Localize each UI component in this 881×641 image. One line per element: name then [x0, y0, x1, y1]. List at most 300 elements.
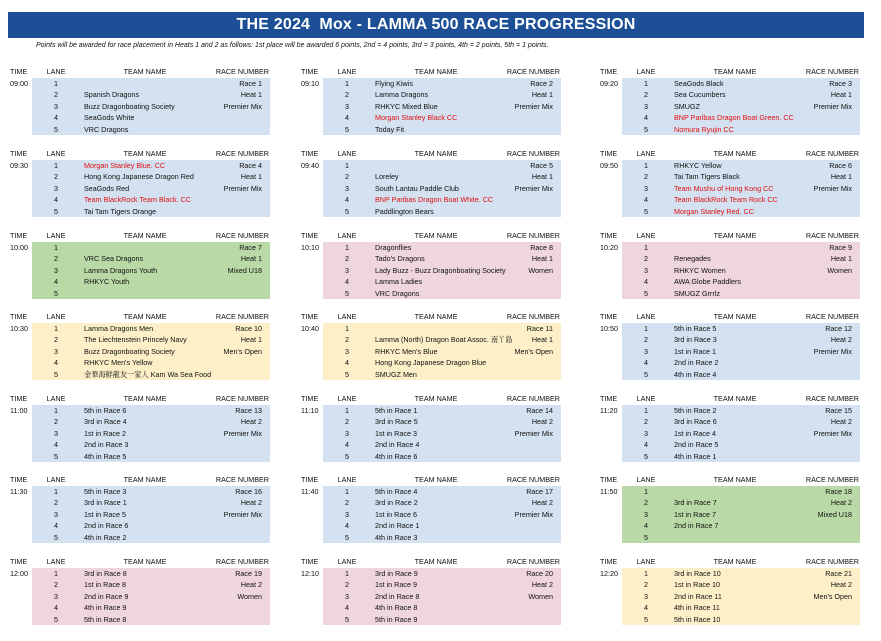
race-block [299, 148, 561, 217]
lane-number: 1 [54, 79, 58, 88]
lane-row [622, 520, 860, 532]
race-lanes [323, 405, 561, 462]
team-name: 1st in Race 3 [375, 428, 417, 438]
lane-row [32, 357, 270, 369]
race-info: Women [827, 265, 852, 275]
lane-row [32, 288, 270, 300]
race-info: Premier Mix [514, 509, 553, 519]
team-name: 5th in Race 10 [674, 614, 721, 624]
race-lanes [323, 160, 561, 217]
race-block [598, 474, 860, 543]
race-header [8, 148, 270, 160]
race-info: Men's Open [223, 346, 262, 356]
lane-number: 4 [345, 195, 349, 205]
race-time: 11:50 [600, 487, 618, 496]
lane-row [32, 591, 270, 603]
race-time: 12:00 [10, 569, 28, 578]
lane-row [323, 288, 561, 300]
lane-row [32, 451, 270, 463]
header-race-number: RACE NUMBER [506, 475, 560, 484]
race-header [598, 148, 860, 160]
header-lane: LANE [636, 231, 656, 240]
header-race-number: RACE NUMBER [215, 67, 269, 76]
header-team: TEAM NAME [414, 312, 458, 321]
lane-number: 2 [644, 417, 648, 427]
race-time: 09:40 [301, 161, 319, 170]
race-time: 11:00 [10, 406, 28, 415]
header-race-number: RACE NUMBER [805, 312, 859, 321]
lane-row [323, 124, 561, 136]
lane-row [32, 171, 270, 183]
team-name: 4th in Race 2 [84, 532, 127, 542]
race-time: 10:10 [301, 243, 319, 252]
lane-row [32, 520, 270, 532]
header-lane: LANE [46, 557, 66, 566]
lane-row [323, 171, 561, 183]
race-block [299, 393, 561, 462]
lane-row [622, 206, 860, 218]
team-name: Team BlackRock Team Black. CC [84, 195, 191, 205]
race-lanes [622, 486, 860, 543]
lane-row [622, 323, 860, 335]
lane-row [32, 78, 270, 90]
header-team: TEAM NAME [713, 231, 757, 240]
race-lanes [32, 486, 270, 543]
race-info: Heat 1 [240, 90, 262, 100]
lane-number: 4 [644, 195, 648, 205]
lane-number: 1 [54, 243, 58, 252]
lane-row [622, 276, 860, 288]
race-info: Heat 2 [830, 580, 852, 590]
team-name: Tado's Dragons [375, 254, 425, 264]
race-header [8, 393, 270, 405]
lane-row [32, 602, 270, 614]
race-header [598, 311, 860, 323]
lane-number: 5 [54, 614, 58, 624]
race-time: 11:10 [301, 406, 319, 415]
lane-row [32, 124, 270, 136]
race-header [598, 393, 860, 405]
lane-row [32, 486, 270, 498]
lane-number: 1 [644, 487, 648, 496]
race-info: Race 8 [530, 243, 553, 252]
team-name: Tai Tam Tigers Black [674, 172, 740, 182]
race-info: Heat 1 [830, 172, 852, 182]
race-info: Premier Mix [813, 101, 852, 111]
lane-number: 1 [54, 324, 58, 333]
race-block [8, 148, 270, 217]
lane-number: 2 [345, 254, 349, 264]
lane-number: 5 [644, 124, 648, 134]
team-name: SeaGods Black [674, 79, 724, 88]
header-race-number: RACE NUMBER [805, 149, 859, 158]
lane-number: 2 [54, 254, 58, 264]
race-header [299, 66, 561, 78]
lane-row [622, 591, 860, 603]
lane-number: 4 [54, 195, 58, 205]
header-time: TIME [10, 231, 28, 240]
header-team: TEAM NAME [123, 557, 167, 566]
header-race-number: RACE NUMBER [215, 231, 269, 240]
race-header [8, 230, 270, 242]
race-info: Premier Mix [223, 183, 262, 193]
lane-row [32, 416, 270, 428]
lane-number: 2 [345, 498, 349, 508]
header-team: TEAM NAME [414, 394, 458, 403]
lane-row [323, 101, 561, 113]
lane-number: 5 [644, 614, 648, 624]
race-info: Heat 1 [531, 172, 553, 182]
race-info: Race 7 [239, 243, 262, 252]
lane-number: 2 [345, 90, 349, 100]
team-name: 3rd in Race 7 [674, 498, 717, 508]
lane-row [323, 451, 561, 463]
lane-number: 4 [345, 113, 349, 123]
team-name: Lamma Dragons Men [84, 324, 154, 333]
race-block [299, 311, 561, 380]
lane-row [622, 124, 860, 136]
lane-row [32, 334, 270, 346]
lane-row [323, 89, 561, 101]
lane-number: 3 [345, 265, 349, 275]
team-name: VRC Dragons [375, 288, 420, 298]
team-name: Renegades [674, 254, 711, 264]
lane-row [622, 265, 860, 277]
race-time: 10:20 [600, 243, 618, 252]
header-race-number: RACE NUMBER [215, 149, 269, 158]
race-time: 09:30 [10, 161, 28, 170]
team-name: 3rd in Race 4 [84, 417, 127, 427]
race-info: Heat 1 [240, 254, 262, 264]
team-name: BNP Paribas Dragon Boat Green. CC [674, 113, 794, 123]
race-block [299, 230, 561, 299]
lane-row [622, 183, 860, 195]
team-name: 4th in Race 4 [674, 369, 717, 379]
lane-number: 3 [644, 183, 648, 193]
lane-row [622, 112, 860, 124]
lane-number: 4 [644, 358, 648, 368]
lane-row [32, 160, 270, 172]
header-race-number: RACE NUMBER [805, 475, 859, 484]
race-info: Race 15 [825, 406, 852, 415]
lane-number: 4 [644, 603, 648, 613]
lane-number: 5 [644, 451, 648, 461]
race-time: 09:20 [600, 79, 618, 88]
team-name: 金華海鮮龍友一家人 Kam Wa Sea Food [84, 369, 212, 379]
race-info: Heat 2 [240, 498, 262, 508]
header-lane: LANE [636, 394, 656, 403]
team-name: SeaGods Red [84, 183, 130, 193]
lane-row [323, 242, 561, 254]
race-info: Race 5 [530, 161, 553, 170]
team-name: Sea Cucumbers [674, 90, 726, 100]
lane-row [32, 101, 270, 113]
lane-number: 5 [345, 369, 349, 379]
lane-number: 3 [54, 509, 58, 519]
race-info: Heat 1 [531, 335, 553, 345]
header-team: TEAM NAME [123, 312, 167, 321]
lane-number: 2 [54, 172, 58, 182]
team-name: 4th in Race 3 [375, 532, 418, 542]
lane-row [323, 194, 561, 206]
team-name: 4th in Race 1 [674, 451, 717, 461]
race-info: Heat 2 [830, 417, 852, 427]
header-time: TIME [301, 312, 319, 321]
lane-row [323, 346, 561, 358]
lane-number: 1 [54, 569, 58, 578]
header-team: TEAM NAME [123, 67, 167, 76]
header-time: TIME [10, 67, 28, 76]
lane-row [323, 369, 561, 381]
lane-number: 5 [644, 206, 648, 216]
lane-row [622, 428, 860, 440]
team-name: 1st in Race 6 [375, 509, 417, 519]
team-name: 5th in Race 2 [674, 406, 717, 415]
lane-number: 1 [54, 161, 58, 170]
lane-row [32, 568, 270, 580]
header-time: TIME [600, 394, 618, 403]
lane-number: 1 [54, 487, 58, 496]
header-time: TIME [10, 475, 28, 484]
team-name: 5th in Race 4 [375, 487, 418, 496]
race-info: Race 18 [825, 487, 852, 496]
team-name: 4th in Race 6 [375, 451, 418, 461]
header-time: TIME [600, 149, 618, 158]
team-name: RHKYC Men's Yellow [84, 358, 153, 368]
race-info: Mixed U18 [817, 509, 852, 519]
team-name: Tai Tam Tigers Orange [84, 206, 157, 216]
lane-row [622, 579, 860, 591]
team-name: 2nd in Race 2 [674, 358, 719, 368]
lane-row [323, 520, 561, 532]
race-info: Race 4 [239, 161, 262, 170]
race-block [8, 66, 270, 135]
lane-number: 1 [644, 324, 648, 333]
header-lane: LANE [46, 475, 66, 484]
lane-row [32, 89, 270, 101]
lane-number: 3 [644, 346, 648, 356]
race-header [598, 66, 860, 78]
team-name: 1st in Race 9 [375, 580, 417, 590]
lane-number: 4 [644, 277, 648, 287]
header-lane: LANE [46, 394, 66, 403]
lane-row [323, 253, 561, 265]
race-info: Premier Mix [514, 428, 553, 438]
team-name: Lamma Dragons Youth [84, 265, 158, 275]
race-info: Race 9 [829, 243, 852, 252]
team-name: 2nd in Race 11 [674, 591, 722, 601]
race-info: Race 20 [526, 569, 553, 578]
header-time: TIME [600, 312, 618, 321]
race-block [598, 148, 860, 217]
header-lane: LANE [337, 231, 357, 240]
team-name: SMUGZ Men [375, 369, 417, 379]
header-lane: LANE [46, 231, 66, 240]
race-time: 11:20 [600, 406, 618, 415]
lane-number: 1 [644, 406, 648, 415]
header-team: TEAM NAME [713, 557, 757, 566]
lane-number: 5 [54, 288, 58, 298]
lane-row [323, 591, 561, 603]
header-lane: LANE [636, 67, 656, 76]
team-name: Lady Buzz - Buzz Dragonboating Society [375, 265, 506, 275]
race-info: Premier Mix [514, 183, 553, 193]
lane-number: 2 [644, 254, 648, 264]
lane-number: 5 [345, 532, 349, 542]
race-lanes [32, 242, 270, 299]
lane-row [622, 101, 860, 113]
race-header [299, 230, 561, 242]
team-name: 1st in Race 10 [674, 580, 720, 590]
lane-number: 2 [54, 580, 58, 590]
race-lanes [622, 568, 860, 625]
lane-row [32, 497, 270, 509]
team-name: Spanish Dragons [84, 90, 140, 100]
lane-row [323, 334, 561, 346]
race-info: Heat 1 [240, 335, 262, 345]
team-name: BNP Paribas Dragon Boat White. CC [375, 195, 494, 205]
team-name: Loreley [375, 172, 399, 182]
team-name: 2nd in Race 5 [674, 440, 719, 450]
team-name: 2nd in Race 8 [375, 591, 420, 601]
race-block [598, 556, 860, 625]
race-header [598, 556, 860, 568]
header-race-number: RACE NUMBER [805, 557, 859, 566]
race-lanes [622, 160, 860, 217]
header-lane: LANE [636, 557, 656, 566]
lane-number: 2 [345, 417, 349, 427]
lane-number: 1 [644, 243, 648, 252]
lane-number: 5 [644, 369, 648, 379]
lane-number: 4 [345, 277, 349, 287]
race-block [598, 311, 860, 380]
points-note: Points will be awarded for race placement in Heats 1 and 2 as follows: 1st place will be awarded 6 points, 2nd = 4 points, 3rd = 3 points, 4th = 2 points, 5th = 1 points. [36, 42, 549, 49]
lane-number: 4 [54, 440, 58, 450]
lane-row [32, 346, 270, 358]
race-header [299, 556, 561, 568]
lane-number: 4 [54, 603, 58, 613]
lane-row [323, 78, 561, 90]
lane-row [622, 160, 860, 172]
race-lanes [323, 568, 561, 625]
header-time: TIME [301, 231, 319, 240]
lane-row [622, 253, 860, 265]
lane-row [323, 568, 561, 580]
race-lanes [32, 78, 270, 135]
team-name: 3rd in Race 3 [674, 335, 717, 345]
lane-number: 1 [644, 79, 648, 88]
lane-row [32, 242, 270, 254]
race-time: 11:40 [301, 487, 319, 496]
race-lanes [622, 323, 860, 380]
lane-number: 5 [345, 124, 349, 134]
lane-row [32, 112, 270, 124]
race-lanes [622, 78, 860, 135]
race-info: Race 17 [526, 487, 553, 496]
lane-row [622, 486, 860, 498]
race-info: Mixed U18 [227, 265, 262, 275]
lane-number: 5 [345, 451, 349, 461]
lane-row [622, 242, 860, 254]
header-team: TEAM NAME [123, 231, 167, 240]
team-name: 5th in Race 3 [84, 487, 127, 496]
race-lanes [32, 323, 270, 380]
header-race-number: RACE NUMBER [805, 394, 859, 403]
race-lanes [323, 242, 561, 299]
lane-row [622, 439, 860, 451]
lane-number: 1 [345, 324, 349, 333]
lane-number: 3 [644, 428, 648, 438]
race-lanes [32, 568, 270, 625]
race-info: Premier Mix [813, 346, 852, 356]
lane-row [323, 265, 561, 277]
lane-row [32, 405, 270, 417]
race-info: Heat 1 [531, 90, 553, 100]
race-info: Race 19 [235, 569, 262, 578]
race-info: Heat 1 [240, 172, 262, 182]
lane-number: 5 [54, 124, 58, 134]
team-name: VRC Dragons [84, 124, 129, 134]
team-name: 2nd in Race 4 [375, 440, 420, 450]
header-lane: LANE [337, 67, 357, 76]
race-block [299, 556, 561, 625]
lane-row [622, 405, 860, 417]
race-time: 09:10 [301, 79, 319, 88]
header-time: TIME [301, 475, 319, 484]
team-name: 2nd in Race 7 [674, 521, 719, 531]
lane-number: 2 [345, 335, 349, 345]
lane-row [622, 602, 860, 614]
race-info: Race 2 [530, 79, 553, 88]
race-info: Premier Mix [223, 509, 262, 519]
race-header [8, 311, 270, 323]
lane-number: 2 [644, 580, 648, 590]
lane-row [622, 532, 860, 544]
header-lane: LANE [636, 312, 656, 321]
header-race-number: RACE NUMBER [506, 67, 560, 76]
race-info: Premier Mix [223, 428, 262, 438]
team-name: 3rd in Race 8 [84, 569, 127, 578]
lane-row [622, 451, 860, 463]
lane-number: 2 [54, 417, 58, 427]
lane-number: 4 [644, 521, 648, 531]
lane-number: 5 [345, 206, 349, 216]
lane-row [622, 614, 860, 626]
lane-number: 3 [345, 591, 349, 601]
lane-number: 3 [345, 509, 349, 519]
team-name: 3rd in Race 6 [674, 417, 717, 427]
team-name: RHKYC Women [674, 265, 726, 275]
race-info: Heat 2 [531, 580, 553, 590]
race-info: Race 10 [235, 324, 262, 333]
lane-row [323, 614, 561, 626]
team-name: 5th in Race 9 [375, 614, 418, 624]
lane-row [622, 334, 860, 346]
race-time: 10:40 [301, 324, 319, 333]
team-name: 2nd in Race 1 [375, 521, 420, 531]
lane-row [32, 369, 270, 381]
lane-number: 4 [644, 113, 648, 123]
team-name: AWA Globe Paddlers [674, 277, 741, 287]
team-name: SMUGZ Grrrlz [674, 288, 720, 298]
race-info: Women [237, 591, 262, 601]
lane-row [32, 428, 270, 440]
team-name: Morgan Stanley Blue. CC [84, 161, 166, 170]
lane-number: 1 [345, 243, 349, 252]
lane-number: 1 [345, 569, 349, 578]
lane-number: 2 [54, 90, 58, 100]
team-name: 2nd in Race 6 [84, 521, 129, 531]
